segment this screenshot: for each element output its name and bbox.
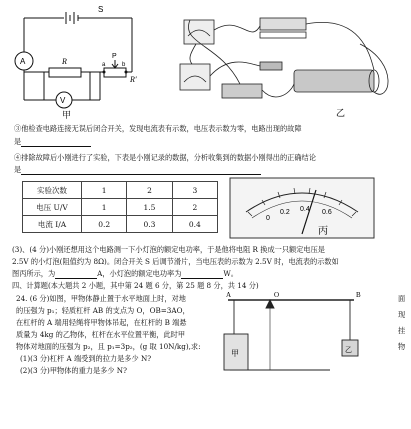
current-answer-blank[interactable] — [55, 270, 97, 279]
q24-text: 的压强为 p₁；轻质杠杆 AB 的支点为 O，OB=3AO， — [16, 306, 190, 315]
part3-line2 — [12, 257, 339, 267]
lever-point-A: A — [226, 291, 232, 299]
terminal-a-label: a — [102, 62, 106, 68]
figure-jia-caption: 甲 — [62, 111, 72, 121]
q24-text: 24. (6 分)如图，甲物体静止置于水平地面上时，对地 — [16, 294, 186, 303]
part3-text: 2.5V 的小灯泡(阻值约为 8Ω)。闭合开关 S 后调节滑片，当电压表的示数为 2.5V 时，电流表的示数如 — [12, 257, 339, 266]
object-jia-label: 甲 — [231, 349, 239, 358]
q4-answer-blank[interactable] — [21, 166, 261, 175]
voltmeter-label: V — [60, 96, 66, 105]
part3-line3 — [12, 269, 238, 279]
object-yi-label: 乙 — [345, 346, 352, 354]
q24-sub-text: (2)(3 分)甲物体的重力是多少 N? — [20, 366, 127, 375]
table-cell: 1 — [82, 199, 127, 216]
dial-tick-label: 0.2 — [280, 209, 290, 216]
terminal-b-label: b — [122, 62, 126, 68]
ammeter-dial-bing — [228, 176, 376, 240]
table-cell: 电流 I/A — [23, 216, 82, 233]
data-table — [22, 181, 218, 233]
q24-sub1 — [20, 354, 151, 364]
table-cell: 3 — [172, 182, 217, 199]
table-row — [23, 199, 218, 216]
part3-text: W。 — [223, 269, 238, 278]
table-cell: 2 — [172, 199, 217, 216]
table-cell: 0.4 — [172, 216, 217, 233]
q3-end: 是 — [14, 137, 22, 146]
q24-text: 物体对地面的压强为 p₂，且 p₁=3p₂，(g 取 10N/kg),求: — [16, 342, 201, 351]
q24-sub-text: (1)(3 分)杠杆 A 端受到的拉力是多少 N? — [20, 354, 152, 363]
q4-line — [14, 153, 316, 163]
table-cell: 2 — [127, 182, 172, 199]
table-cell: 电压 U/V — [23, 199, 82, 216]
figure-yi-caption: 乙 — [336, 109, 346, 119]
q24-line5 — [16, 342, 201, 352]
q24-sub2 — [20, 366, 127, 376]
lever-figure — [222, 290, 372, 372]
circuit-diagram-jia — [4, 0, 144, 122]
part3-text: 图丙所示，为 — [12, 269, 56, 278]
dial-tick-label: 0.4 — [300, 206, 310, 213]
slider-label: P — [112, 53, 117, 60]
table-row — [23, 182, 218, 199]
part3-text: A，小灯泡的额定电功率为 — [97, 269, 182, 278]
q3-answer-line — [14, 137, 91, 147]
rheostat-label: R′ — [130, 75, 137, 84]
q3-line — [14, 124, 302, 134]
table-cell: 实验次数 — [23, 182, 82, 199]
part3-line1 — [12, 245, 325, 255]
q24-text: 质量为 4kg 的乙物体，杠杆在水平位置平衡，此时甲 — [16, 330, 186, 339]
q24-line4 — [16, 330, 185, 340]
ammeter-label: A — [20, 57, 26, 66]
lever-point-B: B — [356, 291, 361, 299]
lever-point-O: O — [274, 291, 280, 299]
q24-text: 在杠杆的 A 端用轻绳将甲物体吊起，在杠杆的 B 端悬 — [16, 318, 187, 327]
section-4-text: 四、计算题(本大题共 2 小题，其中第 24 题 6 分，第 25 题 8 分，共 14 分) — [12, 281, 259, 290]
q4-end: 是 — [14, 165, 22, 174]
dial-tick-label: 0 — [266, 215, 270, 222]
q24-line2 — [16, 306, 190, 316]
q3-text: ③他检查电路连接无误后闭合开关，发现电流表有示数，电压表示数为零，电路出现的故障 — [14, 124, 302, 133]
q4-text: ④排除故障后小刚进行了实验，下表是小刚记录的数据，分析收集到的数据小刚得出的正确结论 — [14, 153, 316, 162]
side-char: 挂 — [398, 326, 406, 335]
figure-bing-caption: 丙 — [318, 226, 328, 237]
q3-answer-blank[interactable] — [21, 138, 91, 147]
part3-text: (3)、(4 分)小刚还想用这个电路测一下小灯泡的额定电功率，于是他将电阻 R 换成一只额定电压是 — [12, 245, 325, 254]
table-cell: 0.2 — [82, 216, 127, 233]
apparatus-figure-yi — [160, 4, 408, 120]
table-cell: 1.5 — [127, 199, 172, 216]
side-char: 面 — [398, 294, 406, 303]
table-row — [23, 216, 218, 233]
table-cell: 1 — [82, 182, 127, 199]
dial-tick-label: 0.6 — [322, 209, 332, 216]
power-answer-blank[interactable] — [181, 270, 223, 279]
side-char: 现 — [398, 310, 406, 319]
q24-line1 — [16, 294, 186, 304]
table-cell: 0.3 — [127, 216, 172, 233]
q4-answer-line — [14, 165, 261, 175]
resistor-label: R — [62, 57, 67, 66]
q24-line3 — [16, 318, 187, 328]
side-char: 物 — [398, 342, 406, 351]
switch-label: S — [98, 5, 104, 14]
